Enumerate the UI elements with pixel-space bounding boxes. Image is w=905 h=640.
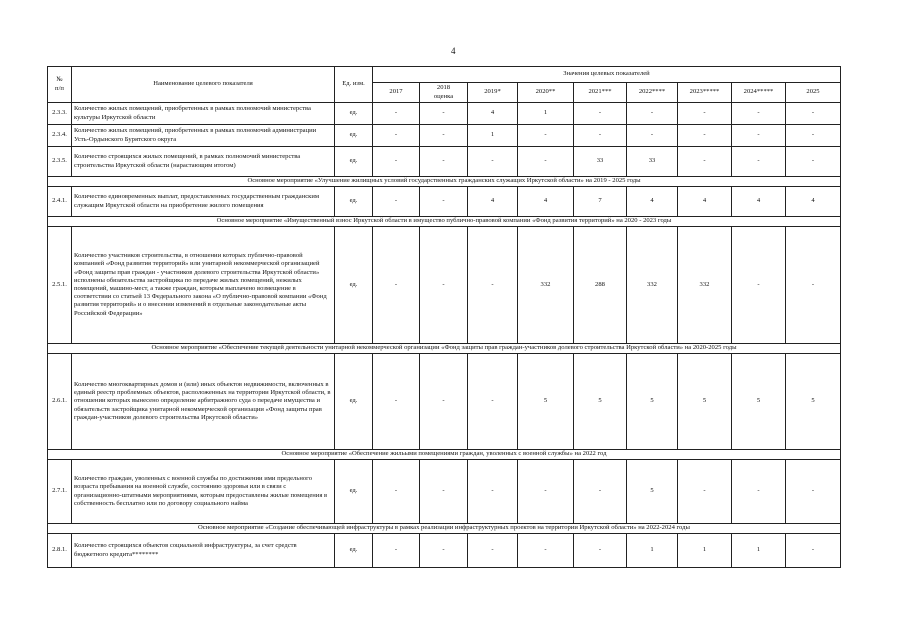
row-number: 2.3.3. [48,103,72,125]
value-cell: - [420,187,468,217]
unit-cell: ед. [335,147,373,177]
value-cell: - [518,534,574,568]
value-cell: - [786,103,841,125]
value-cell: - [627,103,678,125]
value-cell: 4 [627,187,678,217]
header-year: 2023***** [678,83,732,103]
indicator-name: Количество многоквартирных домов и (или) иных объектов недвижимости, включенных в единый реестр проблемных объектов, расположенных на территории Иркутской области, в отношении которых вынесено определение арбитражного суда о передаче имущества и обязательств застройщика унитарной некоммерческой организации «Фонд защиты прав граждан-участников долевого строительства Иркутской области» [72,354,335,450]
row-number: 2.6.1. [48,354,72,450]
section-title: Основное мероприятие «Имущественный взнос Иркутской области в имущество публично-правовой компании «Фонд развития территорий» на 2020 - 2023 годы [48,217,841,227]
indicator-name: Количество жилых помещений, приобретенных в рамках полномочий министерства культуры Иркутской области [72,103,335,125]
indicators-table [47,66,841,568]
value-cell: - [732,125,786,147]
value-cell: 1 [732,534,786,568]
header-year: 2024***** [732,83,786,103]
row-number: 2.3.5. [48,147,72,177]
section-row [48,177,841,187]
value-cell: 1 [627,534,678,568]
value-cell: - [468,227,518,344]
header-year: 2017 [373,83,420,103]
value-cell: - [373,147,420,177]
header-year: 2025 [786,83,841,103]
value-cell: - [732,227,786,344]
value-cell: - [627,125,678,147]
table-row [48,354,841,450]
value-cell: - [786,534,841,568]
value-cell: - [786,460,841,524]
value-cell: - [420,227,468,344]
value-cell: - [518,147,574,177]
value-cell: - [786,227,841,344]
row-number: 2.7.1. [48,460,72,524]
unit-cell: ед. [335,460,373,524]
table-row [48,125,841,147]
value-cell: - [732,103,786,125]
value-cell: - [373,187,420,217]
header-year: 2018 оценка [420,83,468,103]
value-cell: - [373,103,420,125]
table-row [48,534,841,568]
header-year: 2021*** [574,83,627,103]
table-row [48,460,841,524]
value-cell: - [678,460,732,524]
value-cell: 5 [732,354,786,450]
value-cell: - [518,125,574,147]
value-cell: 4 [678,187,732,217]
section-title: Основное мероприятие «Улучшение жилищных условий государственных гражданских служащих Иркутской области» на 2019 - 2025 годы [48,177,841,187]
value-cell: 5 [678,354,732,450]
header-unit: Ед. изм. [335,67,373,103]
value-cell: - [468,354,518,450]
value-cell: - [373,125,420,147]
row-number: 2.3.4. [48,125,72,147]
indicator-name: Количество строящихся жилых помещений, в рамках полномочий министерства строительства Иркутской области (нарастающим итогом) [72,147,335,177]
value-cell: 4 [518,187,574,217]
value-cell: 4 [468,103,518,125]
row-number: 2.5.1. [48,227,72,344]
value-cell: 5 [627,460,678,524]
value-cell: 5 [518,354,574,450]
value-cell: - [373,460,420,524]
unit-cell: ед. [335,187,373,217]
value-cell: 33 [574,147,627,177]
value-cell: 5 [786,354,841,450]
value-cell: - [786,125,841,147]
value-cell: 288 [574,227,627,344]
value-cell: 332 [518,227,574,344]
header-year: 2022**** [627,83,678,103]
unit-cell: ед. [335,103,373,125]
table-row [48,147,841,177]
section-title: Основное мероприятие «Обеспечение текущей деятельности унитарной некоммерческой организации «Фонд защиты прав граждан-участников долевого строительства Иркутской области» на 2020-2025 годы [48,344,841,354]
indicator-name: Количество единовременных выплат, предоставленных государственным гражданским служащим Иркутской области на приобретение жилого помещения [72,187,335,217]
value-cell: 5 [627,354,678,450]
indicator-name: Количество граждан, уволенных с военной службы по достижении ими предельного возраста пребывания на военной службе, состоянию здоровья или в связи с организационно-штатными мероприятиями, которым предоставлены жилые помещения в собственность бесплатно или по договору социального найма [72,460,335,524]
value-cell: 332 [678,227,732,344]
section-row [48,344,841,354]
unit-cell: ед. [335,534,373,568]
section-row [48,524,841,534]
value-cell: - [373,354,420,450]
unit-cell: ед. [335,125,373,147]
value-cell: - [420,125,468,147]
header-num: № п/п [48,67,72,103]
value-cell: - [420,354,468,450]
page-number: 4 [451,46,456,56]
section-title: Основное мероприятие «Обеспечение жильыми помещениями граждан, уволенных с военной службы» на 2022 год [48,450,841,460]
value-cell: - [468,534,518,568]
value-cell: - [373,227,420,344]
value-cell: - [420,460,468,524]
header-year: 2019* [468,83,518,103]
table-row [48,103,841,125]
header-year: 2020** [518,83,574,103]
value-cell: - [574,103,627,125]
value-cell: - [420,147,468,177]
value-cell: 1 [518,103,574,125]
value-cell: - [574,534,627,568]
value-cell: - [518,460,574,524]
value-cell: - [678,125,732,147]
value-cell: 1 [678,534,732,568]
indicator-name: Количество участников строительства, в отношении которых публично-правовой компанией «Фонд развития территорий» или унитарной некоммерческой организацией «Фонд защиты прав граждан - участников долевого строительства Иркутской области» исполнены обязательства застройщика по передаче жилых помещений, нежилых помещений, машино-мест, а также граждан, которым выплачено возмещение в соответствии со статьей 13 Федерального закона «О публично-правовой компании «Фонд развития территорий» и о внесении изменений в отдельные законодательные акты Российской Федерации» [72,227,335,344]
value-cell: 4 [786,187,841,217]
section-row [48,217,841,227]
value-cell: - [468,460,518,524]
value-cell: - [678,103,732,125]
value-cell: 7 [574,187,627,217]
section-row [48,450,841,460]
row-number: 2.8.1. [48,534,72,568]
value-cell: - [574,125,627,147]
value-cell: - [678,147,732,177]
row-number: 2.4.1. [48,187,72,217]
unit-cell: ед. [335,227,373,344]
value-cell: 33 [627,147,678,177]
value-cell: 5 [574,354,627,450]
value-cell: 4 [732,187,786,217]
value-cell: - [732,460,786,524]
value-cell: - [786,147,841,177]
value-cell: - [420,534,468,568]
value-cell: - [373,534,420,568]
value-cell: - [732,147,786,177]
value-cell: 4 [468,187,518,217]
table-row [48,187,841,217]
header-name: Наименование целевого показателя [72,67,335,103]
indicator-name: Количество строящихся объектов социальной инфраструктуры, за счет средств бюджетного кредита******** [72,534,335,568]
header-group: Значения целевых показателей [373,67,841,83]
table-row [48,227,841,344]
indicator-name: Количество жилых помещений, приобретенных в рамках полномочий администрации Усть-Ордынского Бурятского округа [72,125,335,147]
value-cell: - [420,103,468,125]
section-title: Основное мероприятие «Создание обеспечивающей инфраструктуры в рамках реализации инфраструктурных проектов на территории Иркутской области» на 2022-2024 годы [48,524,841,534]
value-cell: 1 [468,125,518,147]
value-cell: - [468,147,518,177]
unit-cell: ед. [335,354,373,450]
value-cell: 332 [627,227,678,344]
value-cell: - [574,460,627,524]
